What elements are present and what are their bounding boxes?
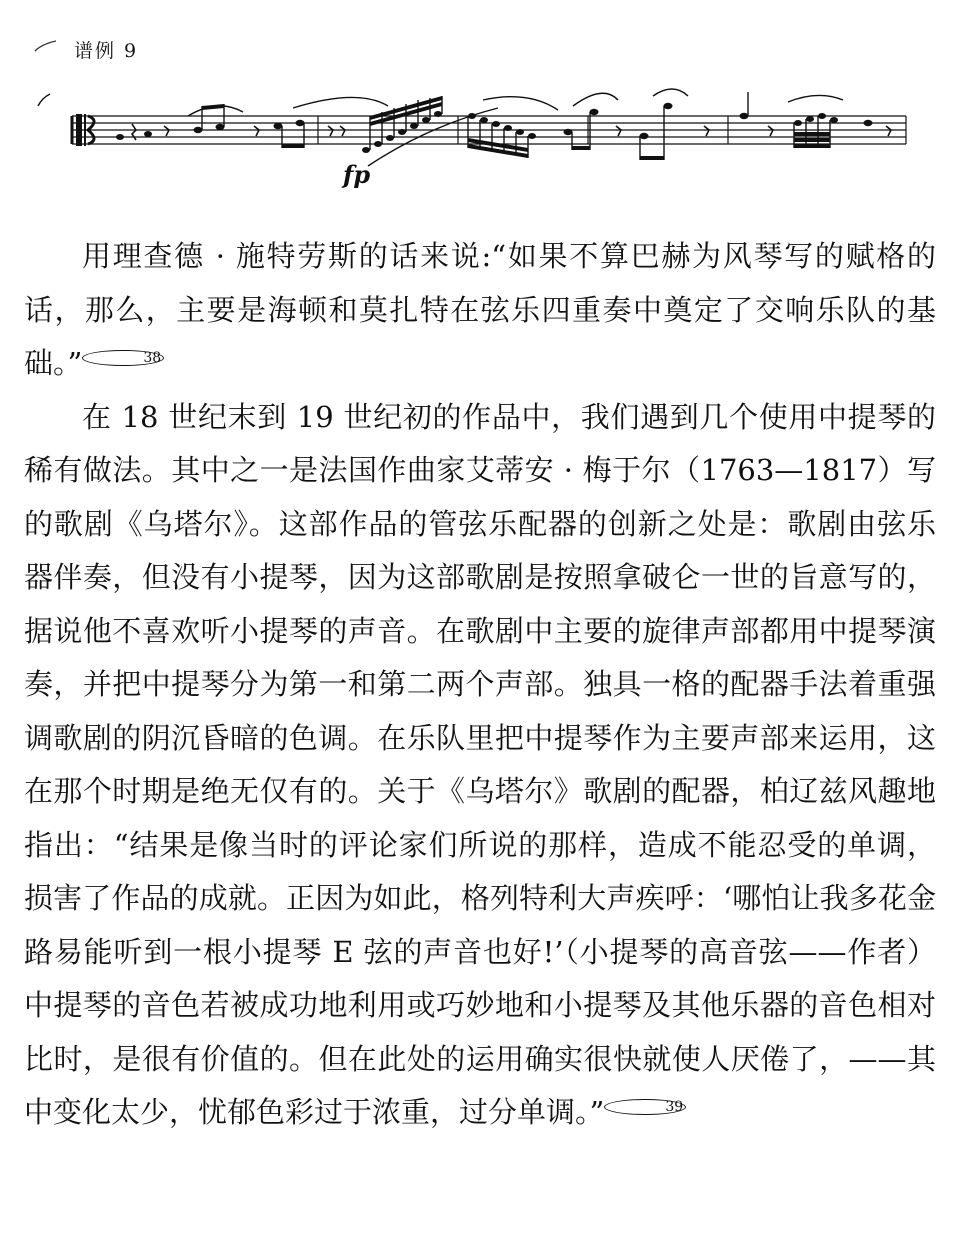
paragraph-1 [24, 230, 936, 391]
paragraph-2-text: 在 18 世纪末到 19 世纪初的作品中，我们遇到几个使用中提琴的稀有做法。其中之一是法国作曲家艾蒂安 · 梅于尔（1763—1817）写的歌剧《乌塔尔》。这部作品的管弦乐配器的创新之处是：歌剧由弦乐器伴奏，但没有小提琴，因为这部歌剧是按照拿破仑一世的旨意写的，据说他不喜欢听小提琴的声音。在歌剧中主要的旋律声部都用中提琴演奏，并把中提琴分为第一和第二两个声部。独具一格的配器手法着重强调歌剧的阴沉昏暗的色调。在乐队里把中提琴作为主要声部来运用，这在那个时期是绝无仅有的。关于《乌塔尔》歌剧的配器，柏辽兹风趣地指出：“结果是像当时的评论家们所说的那样，造成不能忍受的单调，损害了作品的成就。正因为如此，格列特利大声疾呼：‘哪怕让我多花金路易能听到一根小提琴 E 弦的声音也好!’（小提琴的高音弦——作者）中提琴的音色若被成功地利用或巧妙地和小提琴及其他乐器的音色相对比时，是很有价值的。但在此处的运用确实很快就使人厌倦了，——其中变化太少，忧郁色彩过于浓重，过分单调。” [24, 399, 936, 1129]
corner-scribble [34, 40, 58, 52]
dynamic-marking: fp [343, 160, 371, 189]
footnote-marker-38: 38 [82, 350, 164, 366]
music-score-excerpt [28, 86, 912, 190]
example-label: 谱例 9 [74, 40, 139, 62]
rests [132, 124, 891, 140]
body-text [24, 230, 936, 1140]
slurs [38, 89, 843, 166]
footnote-marker-39: 39 [604, 1099, 686, 1115]
paragraph-1-text: 用理查德 · 施特劳斯的话来说:“如果不算巴赫为风琴写的赋格的话，那么，主要是海顿和莫扎特在弦乐四重奏中奠定了交响乐队的基础。” [24, 239, 936, 380]
paragraph-2 [24, 391, 936, 1140]
